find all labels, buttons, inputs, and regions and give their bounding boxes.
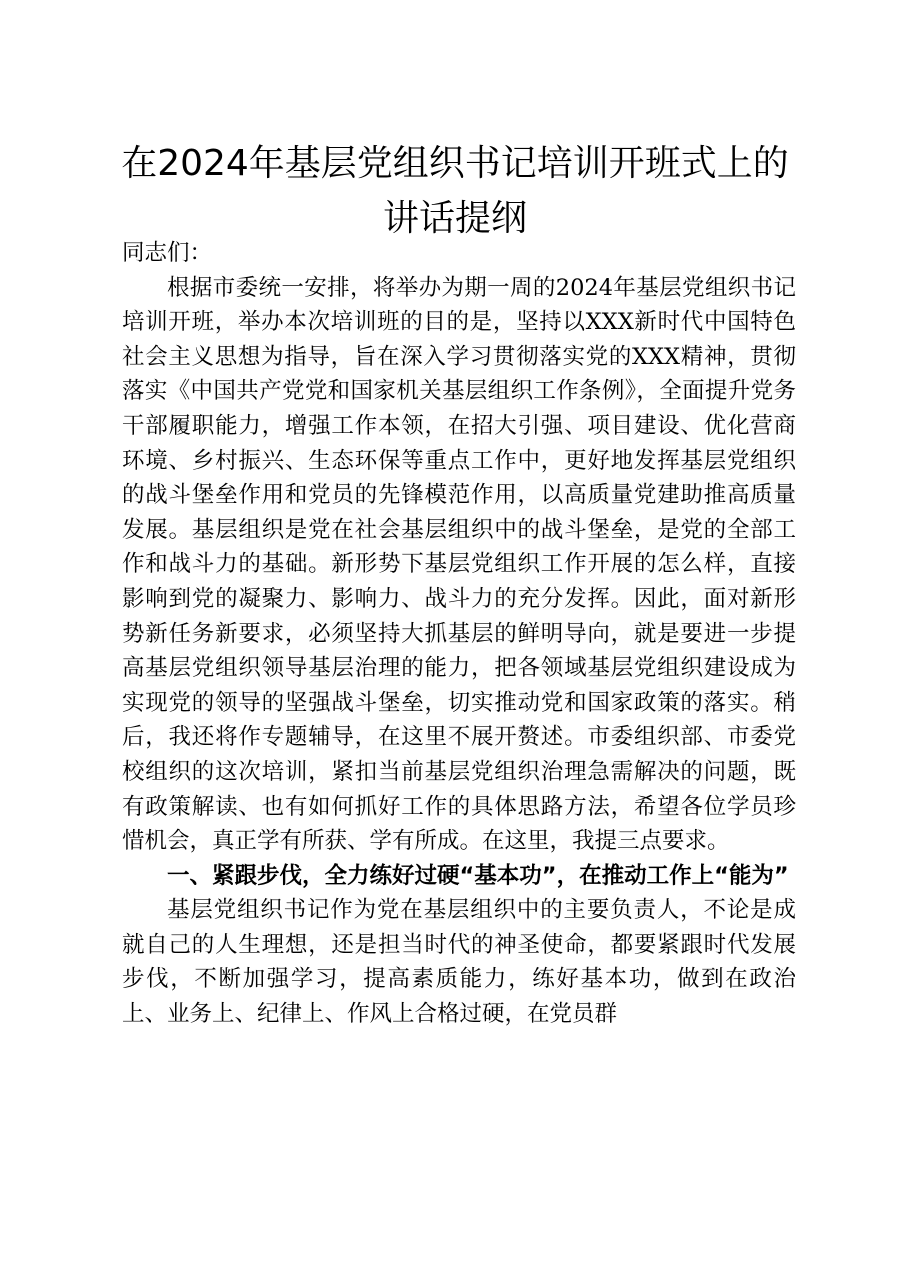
section-heading-1: 一、紧跟步伐，全力练好过硬“基本功”，在推动工作上“能为”	[167, 862, 789, 889]
document-title: 在2024年基层党组织书记培训开班式上的讲话提纲	[121, 143, 789, 239]
paragraph-section-1: 基层党组织书记作为党在基层组织中的主要负责人，不论是成就自己的人生理想，还是担当时代的神圣使命，都要紧跟时代发展步伐，不断加强学习，提高素质能力，练好基本功，做到在政治上、业务上、纪律上、作风上合格过硬，在党员群	[122, 897, 796, 1028]
salutation: 同志们：	[122, 240, 213, 266]
document-body	[122, 236, 796, 1032]
paragraph-intro: 根据市委统一安排，将举办为期一周的2024年基层党组织书记培训开班，举办本次培训班的目的是，坚持以XXX新时代中国特色社会主义思想为指导，旨在深入学习贯彻落实党的XXX精神，贯彻落实《中国共产党党和国家机关基层组织工作条例》，全面提升党务干部履职能力，增强工作本领，在招大引强、项目建设、优化营商环境、乡村振兴、生态环保等重点工作中，更好地发挥基层党组织的战斗堡垒作用和党员的先锋模范作用，以高质量党建助推高质量发展。基层组织是党在社会基层组织中的战斗堡垒，是党的全部工作和战斗力的基础。新形势下基层党组织工作开展的怎么样，直接影响到党的凝聚力、影响力、战斗力的充分发挥。因此，面对新形势新任务新要求，必须坚持大抓基层的鲜明导向，就是要进一步提高基层党组织领导基层治理的能力，把各领域基层党组织建设成为实现党的领导的坚强战斗堡垒，切实推动党和国家政策的落实。稍后，我还将作专题辅导，在这里不展开赘述。市委组织部、市委党校组织的这次培训，紧扣当前基层党组织治理急需解决的问题，既有政策解读、也有如何抓好工作的具体思路方法，希望各位学员珍惜机会，真正学有所获、学有所成。在这里，我提三点要求。	[122, 274, 796, 855]
